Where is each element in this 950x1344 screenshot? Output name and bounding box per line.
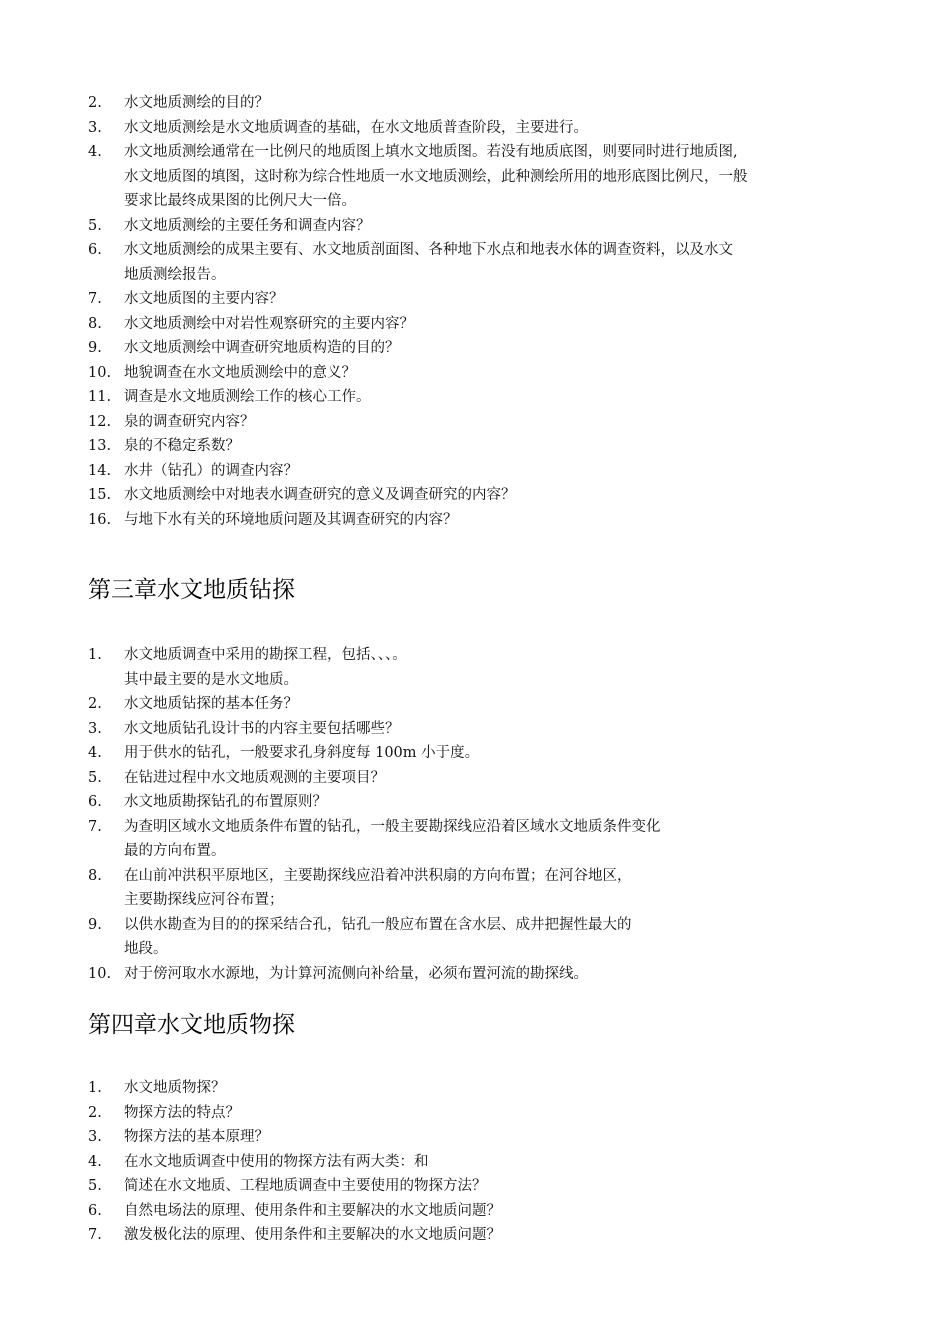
list-item [0,508,950,533]
chapter-4-heading: 第四章水文地质物探 [88,1012,295,1038]
list-item [0,116,950,141]
list-item [0,1174,950,1199]
list-item [0,336,950,361]
list-item-text: 简述在水文地质、工程地质调查中主要使用的物探方法？ [124,1178,487,1194]
list-item-text: 泉的调查研究内容？ [124,413,255,430]
list-item-number: 3. [88,119,102,136]
list-item-number: 6. [88,1202,102,1219]
list-item-number: 7. [88,1227,102,1243]
list-item-text: 泉的不稳定系数？ [124,438,240,454]
list-item-number: 4. [88,745,102,761]
list-item-number: 10. [88,965,112,982]
list-item-number: 16. [88,511,112,528]
chapter-3-heading: 第三章水文地质钻探 [88,577,295,603]
list-item-number: 1. [88,647,102,663]
list-item-number: 5. [88,217,102,234]
list-item-number: 5. [88,1178,102,1194]
list-item [0,434,950,459]
list-item [0,1150,950,1175]
list-item-text: 水文地质测绘中调查研究地质构造的目的？ [124,340,400,356]
list-item [0,238,950,287]
list-item-number: 3. [88,1129,102,1145]
list-item-number: 6. [88,242,102,258]
list-item [0,385,950,410]
list-item-text: 水文地质测绘的主要任务和调查内容？ [124,217,371,234]
list-item-text: 激发极化法的原理、使用条件和主要解决的水文地质问题？ [124,1227,501,1243]
list-item-number: 14. [88,462,112,479]
list-item-text: 水文地质测绘的目的？ [124,95,269,111]
list-item [0,815,950,864]
list-item-text: 水文地质勘探钻孔的布置原则？ [124,794,327,810]
list-item-text: 在山前冲洪积平原地区，主要勘探线应沿着冲洪积扇的方向布置；在河谷地区， [124,867,632,884]
list-item-text: 水文地质测绘的成果主要有、水文地质剖面图、各种地下水点和地表水体的调查资料，以及水文 [124,242,733,258]
list-item [0,1076,950,1101]
list-item [0,483,950,508]
list-item [0,459,950,484]
list-item-number: 13. [88,438,112,454]
list-item-text: 物探方法的基本原理？ [124,1129,269,1145]
list-item-text: 水文地质钻探的基本任务？ [124,696,298,712]
list-item [0,1125,950,1150]
list-item-number: 4. [88,1153,102,1170]
question-list-chapter-3 [0,643,950,986]
list-item [0,361,950,386]
list-item-text: 水文地质测绘通常在一比例尺的地质图上填水文地质图。若没有地质底图，则要同时进行地质图, [124,144,738,160]
list-item-number: 8. [88,867,102,884]
question-list-chapter-2 [0,91,950,532]
list-item-continuation: 最的方向布置。 [124,843,226,859]
list-item-continuation: 要求比最终成果图的比例尺大一倍。 [124,193,356,209]
list-item-text: 水井（钻孔）的调查内容？ [124,462,298,479]
list-item-number: 7. [88,291,102,307]
list-item-text: 水文地质图的主要内容？ [124,291,284,307]
list-item-text: 在钻进过程中水文地质观测的主要项目？ [124,769,385,786]
list-item-continuation: 地质测绘报告。 [124,266,226,283]
list-item-number: 1. [88,1080,102,1096]
list-item-text: 水文地质调查中采用的勘探工程，包括、、、。 [124,647,407,663]
list-item [0,140,950,214]
list-item-number: 7. [88,818,102,835]
list-item-number: 9. [88,340,102,356]
list-item-number: 11. [88,389,112,405]
list-item-text: 水文地质测绘中对岩性观察研究的主要内容？ [124,315,414,332]
list-item-text: 地貌调查在水文地质测绘中的意义？ [124,364,356,381]
list-item-number: 15. [88,487,112,503]
list-item-number: 2. [88,95,102,111]
list-item-text: 调查是水文地质测绘工作的核心工作。 [124,389,371,405]
list-item [0,214,950,239]
list-item [0,962,950,987]
list-item-continuation: 地段。 [124,941,168,957]
list-item-text: 自然电场法的原理、使用条件和主要解决的水文地质问题？ [124,1202,501,1219]
list-item-text: 水文地质测绘是水文地质调查的基础，在水文地质普查阶段，主要进行。 [124,119,588,136]
list-item [0,913,950,962]
list-item [0,91,950,116]
list-item-text: 在水文地质调查中使用的物探方法有两大类：和 [124,1153,429,1170]
list-item [0,287,950,312]
list-item-number: 4. [88,144,102,160]
list-item-number: 3. [88,720,102,737]
list-item [0,312,950,337]
list-item-number: 5. [88,769,102,786]
list-item-continuation: 水文地质图的填图，这时称为综合性地质一水文地质测绘，此种测绘所用的地形底图比例尺，一般 [124,168,748,185]
list-item [0,1199,950,1224]
list-item-number: 6. [88,794,102,810]
list-item-number: 2. [88,1104,102,1121]
list-item-continuation: 主要勘探线应河谷布置； [124,892,284,908]
list-item-text: 以供水勘查为目的的探采结合孔，钻孔一般应布置在含水层、成井把握性最大的 [124,916,632,933]
list-item [0,643,950,692]
list-item [0,766,950,791]
list-item [0,717,950,742]
list-item [0,864,950,913]
list-item [0,410,950,435]
list-item-number: 8. [88,315,102,332]
list-item [0,790,950,815]
list-item-number: 10. [88,364,112,381]
list-item-number: 2. [88,696,102,712]
list-item [0,1101,950,1126]
list-item-text: 水文地质测绘中对地表水调查研究的意义及调查研究的内容？ [124,487,516,503]
list-item-text: 水文地质钻孔设计书的内容主要包括哪些？ [124,720,400,737]
list-item-text: 对于傍河取水水源地，为计算河流侧向补给量，必须布置河流的勘探线。 [124,965,588,982]
list-item-text: 物探方法的特点？ [124,1104,240,1121]
list-item-continuation: 其中最主要的是水文地质。 [124,671,298,688]
list-item-number: 9. [88,916,102,933]
list-item-number: 12. [88,413,112,430]
list-item-text: 水文地质物探？ [124,1080,226,1096]
list-item-text: 与地下水有关的环境地质问题及其调查研究的内容？ [124,511,458,528]
question-list-chapter-4 [0,1076,950,1248]
list-item-text: 为查明区域水文地质条件布置的钻孔，一般主要勘探线应沿着区域水文地质条件变化 [124,818,661,835]
list-item-text: 用于供水的钻孔，一般要求孔身斜度每 100m 小于度。 [124,745,480,761]
list-item [0,692,950,717]
list-item [0,1223,950,1248]
list-item [0,741,950,766]
